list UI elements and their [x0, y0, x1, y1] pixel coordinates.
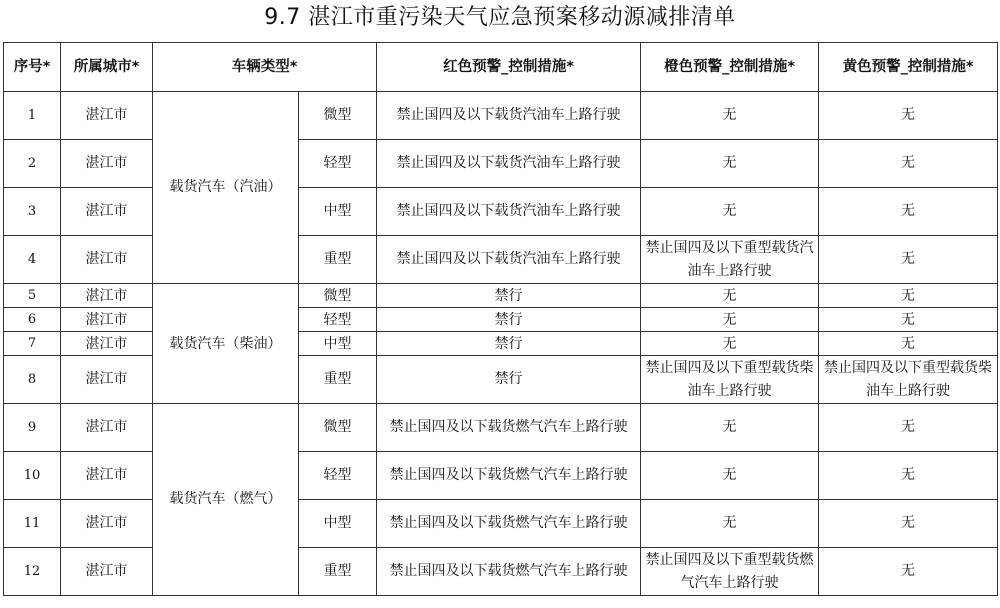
row-city: 湛江市	[61, 452, 153, 500]
row-orange: 无	[641, 284, 819, 308]
header-orange-alert: 橙色预警_控制措施*	[641, 43, 819, 92]
row-city: 湛江市	[61, 236, 153, 284]
row-yellow: 无	[819, 332, 998, 356]
row-size: 重型	[299, 236, 377, 284]
header-vehicle-type: 车辆类型*	[153, 43, 377, 92]
row-orange: 禁止国四及以下重型载货燃气汽车上路行驶	[641, 548, 819, 596]
header-index: 序号*	[4, 43, 61, 92]
row-yellow: 无	[819, 548, 998, 596]
header-city: 所属城市*	[61, 43, 153, 92]
row-size: 中型	[299, 332, 377, 356]
row-index: 8	[4, 356, 61, 404]
row-index: 2	[4, 140, 61, 188]
vehicle-group-gas: 载货汽车（燃气）	[153, 404, 299, 596]
row-yellow: 无	[819, 452, 998, 500]
row-red: 禁止国四及以下载货燃气汽车上路行驶	[377, 548, 641, 596]
row-city: 湛江市	[61, 92, 153, 140]
row-red: 禁止国四及以下载货燃气汽车上路行驶	[377, 404, 641, 452]
row-orange: 无	[641, 332, 819, 356]
row-orange: 无	[641, 140, 819, 188]
row-city: 湛江市	[61, 188, 153, 236]
row-size: 微型	[299, 92, 377, 140]
row-orange: 无	[641, 500, 819, 548]
row-orange: 无	[641, 308, 819, 332]
vehicle-group-diesel: 载货汽车（柴油）	[153, 284, 299, 404]
row-size: 微型	[299, 284, 377, 308]
row-size: 重型	[299, 356, 377, 404]
row-city: 湛江市	[61, 308, 153, 332]
row-size: 轻型	[299, 452, 377, 500]
header-yellow-alert: 黄色预警_控制措施*	[819, 43, 998, 92]
row-yellow: 无	[819, 92, 998, 140]
row-yellow: 无	[819, 188, 998, 236]
header-red-alert: 红色预警_控制措施*	[377, 43, 641, 92]
row-size: 中型	[299, 500, 377, 548]
row-red: 禁止国四及以下载货燃气汽车上路行驶	[377, 452, 641, 500]
row-orange: 无	[641, 404, 819, 452]
row-orange: 无	[641, 92, 819, 140]
row-city: 湛江市	[61, 284, 153, 308]
row-index: 12	[4, 548, 61, 596]
row-orange: 无	[641, 452, 819, 500]
row-index: 11	[4, 500, 61, 548]
row-size: 中型	[299, 188, 377, 236]
row-red: 禁止国四及以下载货汽油车上路行驶	[377, 236, 641, 284]
row-yellow: 无	[819, 308, 998, 332]
row-index: 9	[4, 404, 61, 452]
table-row	[4, 92, 998, 140]
row-size: 重型	[299, 548, 377, 596]
row-red: 禁行	[377, 356, 641, 404]
row-size: 轻型	[299, 308, 377, 332]
row-index: 7	[4, 332, 61, 356]
row-index: 3	[4, 188, 61, 236]
row-city: 湛江市	[61, 548, 153, 596]
row-red: 禁止国四及以下载货汽油车上路行驶	[377, 92, 641, 140]
row-city: 湛江市	[61, 356, 153, 404]
table-row	[4, 404, 998, 452]
row-index: 6	[4, 308, 61, 332]
row-index: 5	[4, 284, 61, 308]
row-yellow: 无	[819, 284, 998, 308]
row-red: 禁行	[377, 284, 641, 308]
row-city: 湛江市	[61, 404, 153, 452]
row-city: 湛江市	[61, 140, 153, 188]
row-orange: 无	[641, 188, 819, 236]
row-red: 禁止国四及以下载货汽油车上路行驶	[377, 188, 641, 236]
document-title: 9.7 湛江市重污染天气应急预案移动源减排清单	[264, 5, 736, 30]
row-city: 湛江市	[61, 332, 153, 356]
row-yellow: 无	[819, 404, 998, 452]
row-orange: 禁止国四及以下重型载货汽油车上路行驶	[641, 236, 819, 284]
table-header-row	[4, 43, 998, 92]
row-red: 禁止国四及以下载货汽油车上路行驶	[377, 140, 641, 188]
row-orange: 禁止国四及以下重型载货柴油车上路行驶	[641, 356, 819, 404]
row-red: 禁行	[377, 332, 641, 356]
row-yellow: 无	[819, 140, 998, 188]
table-row	[4, 284, 998, 308]
row-red: 禁行	[377, 308, 641, 332]
emission-reduction-table	[3, 42, 998, 596]
vehicle-group-gasoline: 载货汽车（汽油）	[153, 92, 299, 284]
row-index: 4	[4, 236, 61, 284]
row-size: 轻型	[299, 140, 377, 188]
row-city: 湛江市	[61, 500, 153, 548]
row-yellow: 禁止国四及以下重型载货柴油车上路行驶	[819, 356, 998, 404]
row-yellow: 无	[819, 500, 998, 548]
row-size: 微型	[299, 404, 377, 452]
row-yellow: 无	[819, 236, 998, 284]
row-red: 禁止国四及以下载货燃气汽车上路行驶	[377, 500, 641, 548]
row-index: 1	[4, 92, 61, 140]
row-index: 10	[4, 452, 61, 500]
